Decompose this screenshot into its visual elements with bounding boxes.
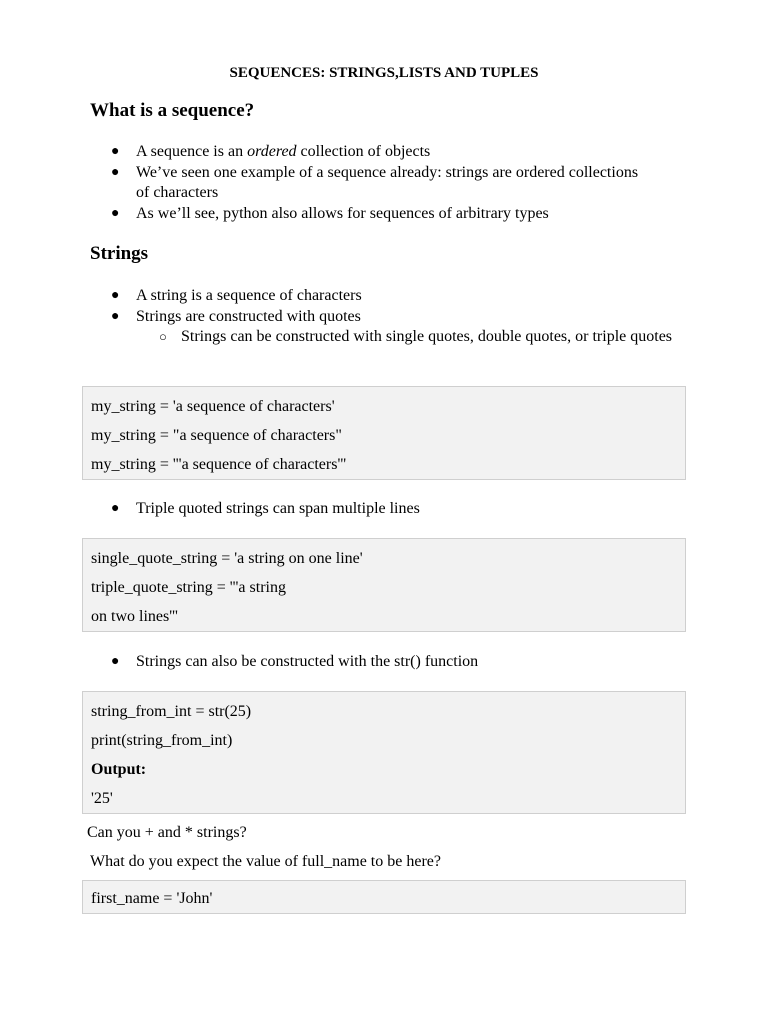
- list-item: [0, 142, 768, 163]
- bullet-dot-icon: ●: [111, 308, 120, 324]
- list-item: [0, 652, 768, 673]
- bullet-text: Triple quoted strings can span multiple lines: [136, 500, 420, 517]
- heading-strings: Strings: [90, 243, 149, 264]
- code-block-multiline: [82, 538, 686, 632]
- code-output-label: Output:: [91, 761, 147, 778]
- code-line: single_quote_string = 'a string on one line': [91, 550, 363, 567]
- list-item: [0, 204, 768, 225]
- bullet-text: Strings are constructed with quotes: [136, 307, 361, 325]
- bullet-text: collection of objects: [296, 143, 431, 160]
- code-line: first_name = 'John': [91, 890, 213, 907]
- bullet-text: Strings can also be constructed with the str() function: [136, 653, 479, 670]
- bullet-dot-icon: ●: [111, 288, 120, 303]
- bullet-emphasis: ordered: [247, 143, 297, 160]
- code-block-str-function: [82, 691, 686, 814]
- list-item: [0, 307, 768, 328]
- code-block-first-name: [82, 880, 686, 914]
- code-line: my_string = "a sequence of characters": [91, 427, 342, 444]
- code-block-quotes: [82, 386, 686, 480]
- sequence-bullet-list: [0, 142, 768, 224]
- triple-quote-bullet-list: [0, 499, 768, 520]
- bullet-text: We’ve seen one example of a sequence already: strings are ordered collections of characters: [136, 163, 639, 201]
- paragraph-plus-star: Can you + and * strings?: [87, 824, 247, 841]
- str-function-bullet-list: [0, 652, 768, 673]
- code-line: '25': [91, 790, 113, 807]
- list-item: [0, 499, 768, 520]
- code-line: my_string = 'a sequence of characters': [91, 398, 335, 415]
- code-line: on two lines''': [91, 608, 178, 625]
- bullet-text: Strings can be constructed with single quotes, double quotes, or triple quotes: [181, 328, 673, 345]
- code-line: print(string_from_int): [91, 732, 233, 749]
- code-line: my_string = '''a sequence of characters''': [91, 456, 347, 473]
- bullet-dot-icon: ●: [111, 205, 120, 221]
- heading-what-is-sequence: What is a sequence?: [90, 100, 255, 121]
- strings-bullet-list: [0, 286, 768, 348]
- sub-list-item: [0, 327, 768, 348]
- page-title: SEQUENCES: STRINGS,LISTS AND TUPLES: [229, 65, 539, 81]
- bullet-text: As we’ll see, python also allows for sequences of arbitrary types: [136, 204, 549, 222]
- code-line: triple_quote_string = '''a string: [91, 579, 286, 596]
- bullet-dot-icon: ●: [111, 144, 120, 159]
- paragraph-full-name: What do you expect the value of full_name to be here?: [90, 853, 441, 870]
- list-item: [0, 163, 768, 204]
- list-item: [0, 286, 768, 307]
- circle-bullet-icon: ○: [159, 329, 167, 344]
- bullet-text: A string is a sequence of characters: [136, 287, 362, 304]
- bullet-text: A sequence is an: [136, 143, 248, 160]
- bullet-dot-icon: ●: [111, 501, 120, 516]
- code-line: string_from_int = str(25): [91, 703, 252, 720]
- bullet-dot-icon: ●: [111, 164, 120, 180]
- bullet-dot-icon: ●: [111, 654, 120, 669]
